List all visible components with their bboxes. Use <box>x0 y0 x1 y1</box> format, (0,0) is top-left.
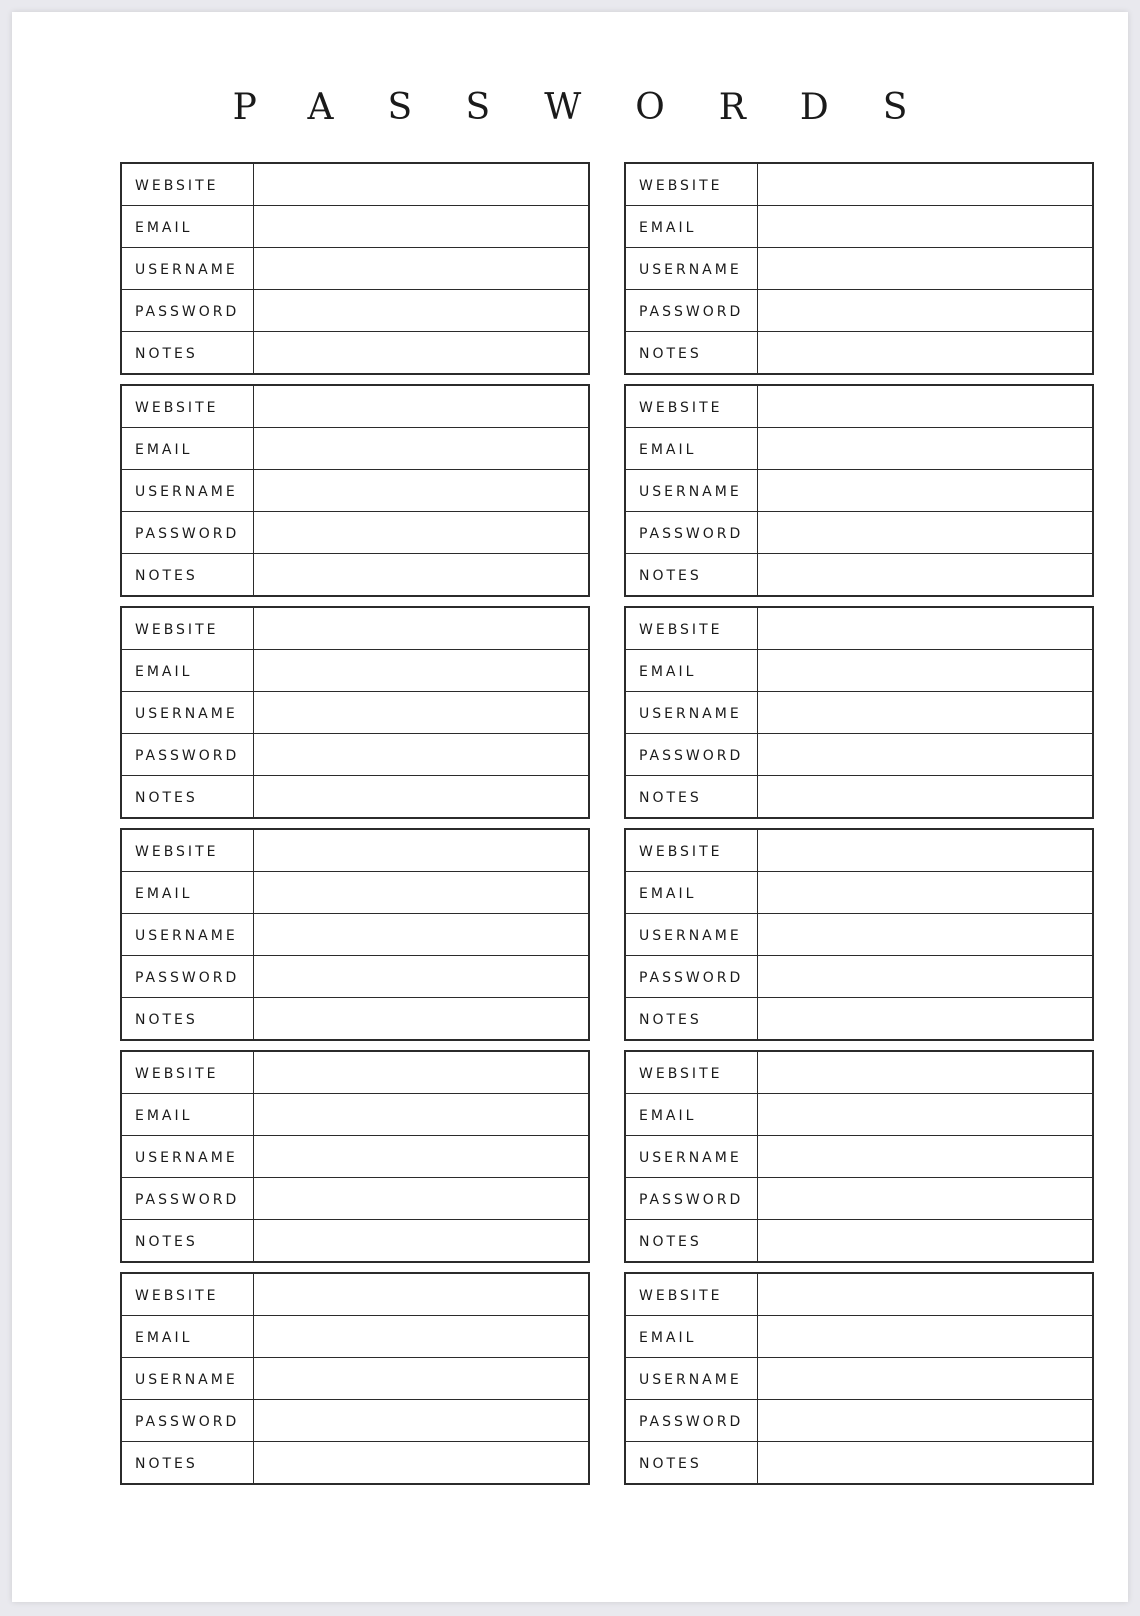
field-label-email: EMAIL <box>625 428 758 470</box>
field-input-email[interactable] <box>758 650 1094 692</box>
field-label-password: PASSWORD <box>625 734 758 776</box>
field-input-notes[interactable] <box>758 998 1094 1041</box>
field-label-email: EMAIL <box>625 206 758 248</box>
field-input-username[interactable] <box>758 248 1094 290</box>
entry-row <box>121 332 589 375</box>
field-input-email[interactable] <box>758 1316 1094 1358</box>
field-label-notes: NOTES <box>121 776 254 819</box>
entry-row <box>121 1442 589 1485</box>
password-entries-grid <box>120 162 1100 1472</box>
field-input-email[interactable] <box>254 1094 590 1136</box>
entry-row <box>121 1178 589 1220</box>
entry-row <box>121 554 589 597</box>
entry-row <box>625 956 1093 998</box>
entry-row <box>625 1136 1093 1178</box>
entry-row <box>625 607 1093 650</box>
field-input-username[interactable] <box>254 1358 590 1400</box>
entry-row <box>625 554 1093 597</box>
field-label-email: EMAIL <box>121 650 254 692</box>
entry-row <box>625 248 1093 290</box>
field-input-username[interactable] <box>758 1136 1094 1178</box>
entry-row <box>625 1273 1093 1316</box>
entry-row <box>625 872 1093 914</box>
field-input-notes[interactable] <box>254 332 590 375</box>
field-label-website: WEBSITE <box>625 1051 758 1094</box>
field-input-website[interactable] <box>254 607 590 650</box>
entry-row <box>625 1178 1093 1220</box>
field-label-username: USERNAME <box>625 1136 758 1178</box>
field-input-notes[interactable] <box>758 554 1094 597</box>
field-input-username[interactable] <box>758 1358 1094 1400</box>
field-input-email[interactable] <box>254 206 590 248</box>
field-input-password[interactable] <box>758 1178 1094 1220</box>
field-label-website: WEBSITE <box>625 163 758 206</box>
entry-row <box>625 1051 1093 1094</box>
field-label-password: PASSWORD <box>625 1178 758 1220</box>
entry-row <box>121 607 589 650</box>
field-label-email: EMAIL <box>625 650 758 692</box>
field-input-password[interactable] <box>254 512 590 554</box>
field-label-notes: NOTES <box>625 554 758 597</box>
password-entry-block <box>120 162 590 375</box>
field-input-password[interactable] <box>758 734 1094 776</box>
field-input-email[interactable] <box>758 206 1094 248</box>
field-input-username[interactable] <box>254 470 590 512</box>
entry-row <box>121 1273 589 1316</box>
field-input-website[interactable] <box>758 1051 1094 1094</box>
field-label-password: PASSWORD <box>121 1400 254 1442</box>
entry-row <box>121 1400 589 1442</box>
field-label-username: USERNAME <box>121 914 254 956</box>
entry-row <box>121 872 589 914</box>
field-label-username: USERNAME <box>625 1358 758 1400</box>
field-label-password: PASSWORD <box>121 956 254 998</box>
entry-row <box>625 829 1093 872</box>
field-input-email[interactable] <box>758 872 1094 914</box>
field-label-username: USERNAME <box>121 248 254 290</box>
field-label-website: WEBSITE <box>121 385 254 428</box>
entry-row <box>625 1358 1093 1400</box>
entry-row <box>121 650 589 692</box>
entry-row <box>121 776 589 819</box>
field-label-notes: NOTES <box>625 776 758 819</box>
entry-row <box>625 470 1093 512</box>
field-input-website[interactable] <box>254 163 590 206</box>
field-input-email[interactable] <box>758 428 1094 470</box>
field-input-notes[interactable] <box>758 332 1094 375</box>
entry-row <box>625 650 1093 692</box>
entry-row <box>625 776 1093 819</box>
entry-row <box>121 1220 589 1263</box>
field-input-notes[interactable] <box>254 998 590 1041</box>
field-label-password: PASSWORD <box>121 734 254 776</box>
entry-row <box>121 956 589 998</box>
field-input-website[interactable] <box>758 607 1094 650</box>
entry-row <box>625 206 1093 248</box>
password-entry-block <box>624 162 1094 375</box>
field-label-website: WEBSITE <box>625 829 758 872</box>
field-label-username: USERNAME <box>121 470 254 512</box>
field-input-notes[interactable] <box>758 776 1094 819</box>
field-input-website[interactable] <box>758 1273 1094 1316</box>
field-label-username: USERNAME <box>121 1136 254 1178</box>
field-input-email[interactable] <box>254 1316 590 1358</box>
field-input-notes[interactable] <box>758 1442 1094 1485</box>
field-input-username[interactable] <box>758 470 1094 512</box>
entry-row <box>625 998 1093 1041</box>
field-label-email: EMAIL <box>121 1094 254 1136</box>
password-entry-block <box>624 384 1094 597</box>
field-input-username[interactable] <box>254 692 590 734</box>
field-input-website[interactable] <box>758 163 1094 206</box>
field-input-notes[interactable] <box>254 1220 590 1263</box>
entry-row <box>121 470 589 512</box>
field-input-website[interactable] <box>758 385 1094 428</box>
password-entry-block <box>624 1050 1094 1263</box>
entry-row <box>625 163 1093 206</box>
entry-row <box>121 1358 589 1400</box>
entry-row <box>121 248 589 290</box>
field-input-username[interactable] <box>254 248 590 290</box>
password-entry-block <box>120 1050 590 1263</box>
entry-row <box>625 385 1093 428</box>
entry-row <box>121 998 589 1041</box>
entry-row <box>625 332 1093 375</box>
field-label-notes: NOTES <box>625 1220 758 1263</box>
field-input-website[interactable] <box>254 1051 590 1094</box>
field-label-password: PASSWORD <box>121 290 254 332</box>
password-entry-block <box>624 1272 1094 1485</box>
password-entry-block <box>120 606 590 819</box>
entry-row <box>121 1316 589 1358</box>
field-label-password: PASSWORD <box>121 512 254 554</box>
field-input-password[interactable] <box>254 734 590 776</box>
entry-row <box>625 692 1093 734</box>
field-label-notes: NOTES <box>625 1442 758 1485</box>
entry-row <box>121 1051 589 1094</box>
field-label-notes: NOTES <box>121 332 254 375</box>
entry-row <box>625 290 1093 332</box>
field-label-username: USERNAME <box>625 692 758 734</box>
field-label-email: EMAIL <box>121 872 254 914</box>
field-input-password[interactable] <box>758 1400 1094 1442</box>
entry-row <box>121 829 589 872</box>
field-label-email: EMAIL <box>121 206 254 248</box>
field-label-notes: NOTES <box>121 1442 254 1485</box>
password-entry-block <box>120 384 590 597</box>
field-input-notes[interactable] <box>254 554 590 597</box>
entry-row <box>625 428 1093 470</box>
field-label-website: WEBSITE <box>121 163 254 206</box>
field-input-password[interactable] <box>254 1178 590 1220</box>
field-input-website[interactable] <box>254 385 590 428</box>
field-input-notes[interactable] <box>254 776 590 819</box>
entry-row <box>121 914 589 956</box>
entry-row <box>121 290 589 332</box>
password-log-sheet <box>12 12 1128 1602</box>
field-label-username: USERNAME <box>625 470 758 512</box>
field-input-email[interactable] <box>254 428 590 470</box>
field-input-username[interactable] <box>254 914 590 956</box>
field-label-username: USERNAME <box>121 1358 254 1400</box>
field-label-notes: NOTES <box>625 998 758 1041</box>
entry-row <box>625 1316 1093 1358</box>
field-input-password[interactable] <box>758 956 1094 998</box>
field-label-email: EMAIL <box>625 1094 758 1136</box>
password-entry-block <box>624 828 1094 1041</box>
field-label-website: WEBSITE <box>625 607 758 650</box>
field-label-username: USERNAME <box>625 248 758 290</box>
entry-row <box>121 1136 589 1178</box>
entry-row <box>121 734 589 776</box>
field-label-notes: NOTES <box>121 998 254 1041</box>
field-label-email: EMAIL <box>625 1316 758 1358</box>
field-label-notes: NOTES <box>121 554 254 597</box>
entry-row <box>625 512 1093 554</box>
field-label-username: USERNAME <box>121 692 254 734</box>
field-input-password[interactable] <box>254 290 590 332</box>
password-entry-block <box>120 828 590 1041</box>
field-input-website[interactable] <box>254 1273 590 1316</box>
password-entry-block <box>624 606 1094 819</box>
entry-row <box>121 428 589 470</box>
field-label-website: WEBSITE <box>625 1273 758 1316</box>
field-input-password[interactable] <box>254 956 590 998</box>
entry-row <box>121 512 589 554</box>
field-label-website: WEBSITE <box>625 385 758 428</box>
field-label-password: PASSWORD <box>625 956 758 998</box>
field-label-username: USERNAME <box>625 914 758 956</box>
entry-row <box>121 692 589 734</box>
field-input-username[interactable] <box>758 914 1094 956</box>
entry-row <box>625 734 1093 776</box>
entry-row <box>121 1094 589 1136</box>
field-input-password[interactable] <box>758 290 1094 332</box>
entry-row <box>625 1094 1093 1136</box>
entry-row <box>625 1400 1093 1442</box>
field-label-website: WEBSITE <box>121 829 254 872</box>
field-input-email[interactable] <box>254 650 590 692</box>
field-label-password: PASSWORD <box>625 512 758 554</box>
field-label-password: PASSWORD <box>121 1178 254 1220</box>
field-label-notes: NOTES <box>121 1220 254 1263</box>
field-input-email[interactable] <box>758 1094 1094 1136</box>
entry-row <box>121 163 589 206</box>
field-label-website: WEBSITE <box>121 607 254 650</box>
field-input-notes[interactable] <box>254 1442 590 1485</box>
field-input-website[interactable] <box>254 829 590 872</box>
field-input-password[interactable] <box>758 512 1094 554</box>
entry-row <box>625 1442 1093 1485</box>
field-label-email: EMAIL <box>625 872 758 914</box>
field-label-email: EMAIL <box>121 428 254 470</box>
field-label-email: EMAIL <box>121 1316 254 1358</box>
field-input-notes[interactable] <box>758 1220 1094 1263</box>
field-input-website[interactable] <box>758 829 1094 872</box>
field-label-notes: NOTES <box>625 332 758 375</box>
field-input-password[interactable] <box>254 1400 590 1442</box>
field-input-email[interactable] <box>254 872 590 914</box>
entry-row <box>625 1220 1093 1263</box>
entry-row <box>625 914 1093 956</box>
entry-row <box>121 206 589 248</box>
page-title: PASSWORDS <box>232 87 962 128</box>
field-label-website: WEBSITE <box>121 1051 254 1094</box>
field-label-website: WEBSITE <box>121 1273 254 1316</box>
field-input-username[interactable] <box>254 1136 590 1178</box>
field-label-password: PASSWORD <box>625 290 758 332</box>
field-input-username[interactable] <box>758 692 1094 734</box>
entry-row <box>121 385 589 428</box>
password-entry-block <box>120 1272 590 1485</box>
field-label-password: PASSWORD <box>625 1400 758 1442</box>
